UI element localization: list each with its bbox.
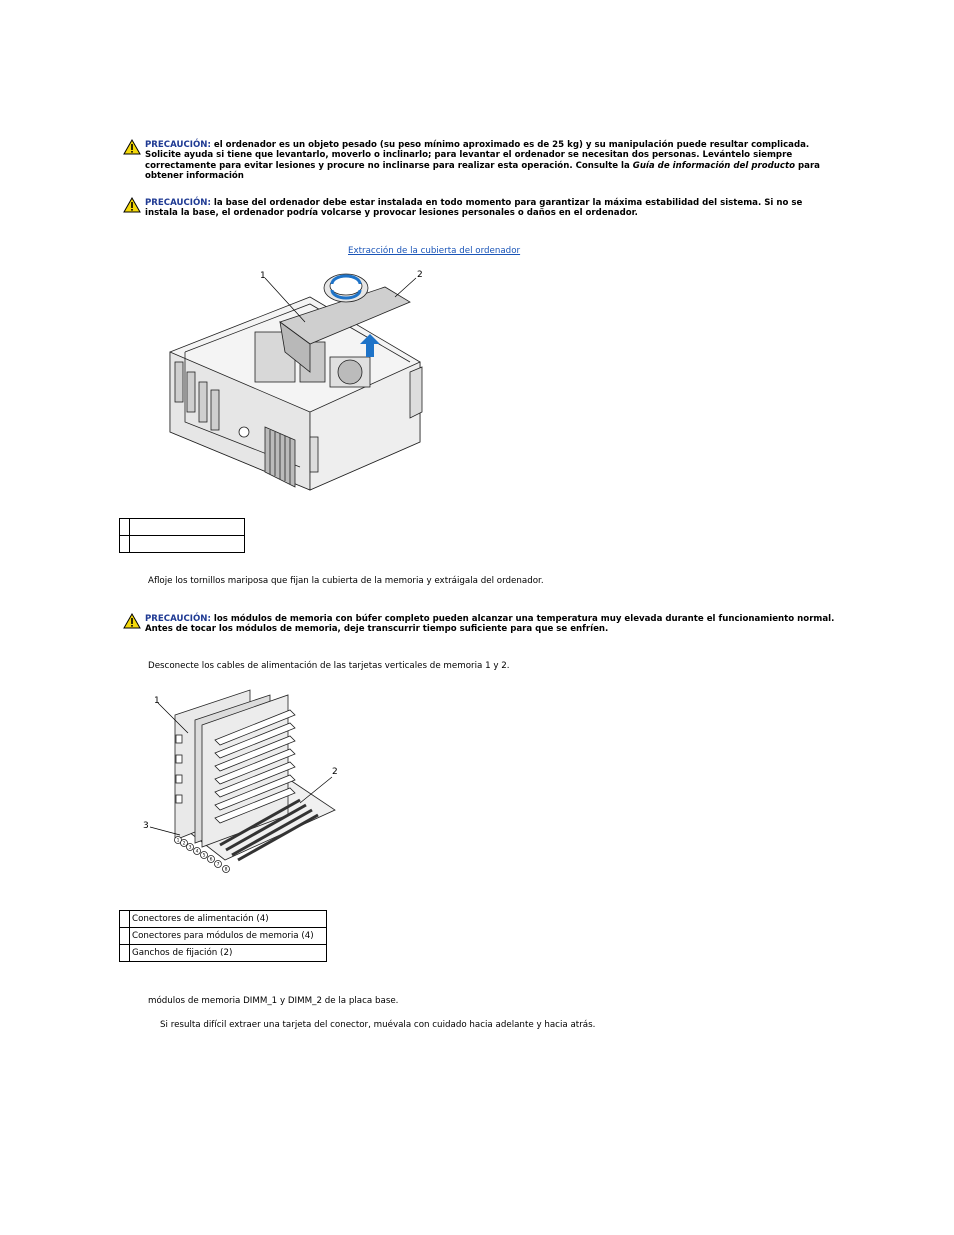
legend-text: Conectores para módulos de memoria (4) — [130, 928, 327, 945]
step-dimm-modules: módulos de memoria DIMM_1 y DIMM_2 de la placa base. — [148, 996, 399, 1006]
legend-text: Ganchos de fijación (2) — [130, 945, 327, 962]
table-row — [120, 519, 245, 536]
callout-2: 2 — [332, 767, 338, 777]
table-row — [120, 911, 327, 928]
caution-weight: PRECAUCIÓN: el ordenador es un objeto pesado (su peso mínimo aproximado es de 25 kg) y su manipulación puede resultar complicada. Solicite ayuda si tiene que levantarlo, moverlo o inclinarlo; para levantar el ordenador se necesitan dos personas. Levántelo siempre correctamente para evitar lesiones y procure no inclinarse para realizar esta operación. Consulte la Guía de información del producto para obtener información — [145, 140, 820, 182]
table-row — [120, 945, 327, 962]
warning-icon — [123, 613, 141, 629]
slot-number: 5 — [202, 853, 206, 859]
computer-cover-removal-figure — [160, 262, 430, 494]
caution-label: PRECAUCIÓN: — [145, 140, 211, 150]
slot-number: 4 — [195, 849, 199, 855]
memory-riser-figure — [140, 685, 340, 880]
slot-number: 3 — [188, 845, 192, 851]
caution-stand: PRECAUCIÓN: la base del ordenador debe estar instalada en todo momento para garantizar la máxima estabilidad del sistema. Si no se instala la base, el ordenador podría volcarse y provocar lesiones personales o daños en el ordenador. — [145, 198, 803, 219]
slot-number: 2 — [182, 841, 186, 847]
legend-number — [120, 928, 130, 945]
legend-number — [120, 911, 130, 928]
callout-3: 3 — [143, 821, 149, 831]
slot-number: 8 — [224, 867, 228, 873]
table-row — [120, 928, 327, 945]
warning-icon — [123, 197, 141, 213]
caution-label: PRECAUCIÓN: — [145, 198, 211, 208]
legend-number — [120, 519, 130, 536]
figure1-legend-table — [119, 518, 245, 553]
callout-2: 2 — [417, 270, 423, 280]
figure2-legend-table — [119, 910, 327, 962]
product-info-guide-ref: Guía de información del producto — [632, 160, 795, 171]
callout-1: 1 — [260, 271, 266, 281]
step-difficult-removal: Si resulta difícil extraer una tarjeta del conector, muévala con cuidado hacia adelante y hacia atrás. — [160, 1020, 596, 1030]
legend-text — [130, 519, 245, 536]
legend-text: Conectores de alimentación (4) — [130, 911, 327, 928]
slot-number: 1 — [176, 838, 180, 844]
table-row — [120, 536, 245, 553]
step-loosen-screws: Afloje los tornillos mariposa que fijan la cubierta de la memoria y extráigala del ordenador. — [148, 576, 544, 586]
callout-1: 1 — [154, 696, 160, 706]
legend-number — [120, 536, 130, 553]
slot-number: 6 — [209, 857, 213, 863]
legend-text — [130, 536, 245, 553]
caution-hot-memory: PRECAUCIÓN: los módulos de memoria con búfer completo pueden alcanzar una temperatura muy elevada durante el funcionamiento normal. Antes de tocar los módulos de memoria, deje transcurrir tiempo suficiente para que se enfríen. — [145, 614, 835, 635]
step-disconnect-cables: Desconecte los cables de alimentación de las tarjetas verticales de memoria 1 y 2. — [148, 661, 510, 671]
caution-label: PRECAUCIÓN: — [145, 614, 211, 624]
slot-number: 7 — [216, 862, 220, 868]
warning-icon — [123, 139, 141, 155]
remove-cover-link[interactable]: Extracción de la cubierta del ordenador — [348, 246, 521, 256]
legend-number — [120, 945, 130, 962]
